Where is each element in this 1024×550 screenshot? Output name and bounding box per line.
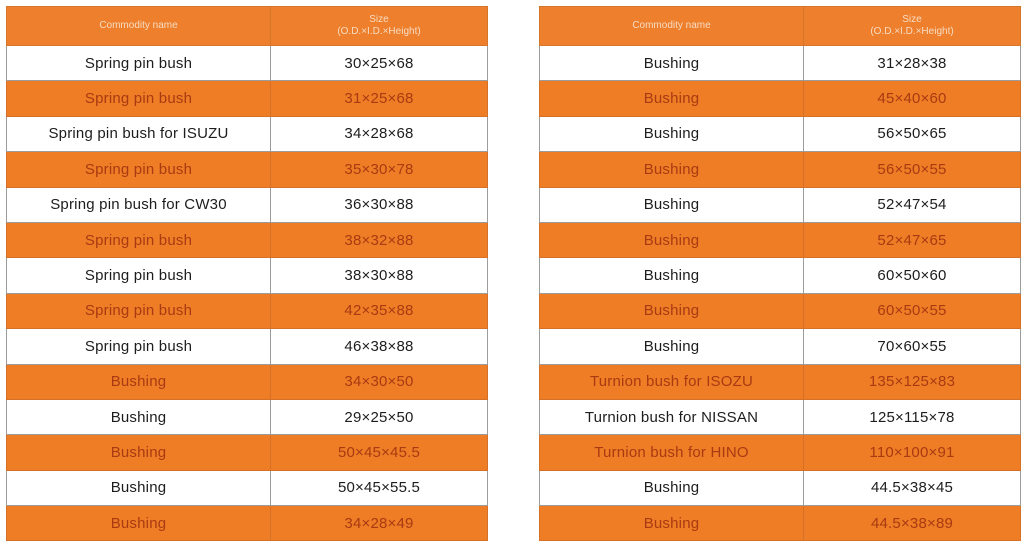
commodity-name-cell: Bushing — [540, 116, 804, 151]
commodity-name-cell: Bushing — [7, 399, 271, 434]
size-header — [271, 7, 488, 46]
size-cell: 44.5×38×45 — [804, 470, 1021, 505]
table-row — [540, 293, 1021, 328]
commodity-name-cell: Bushing — [540, 258, 804, 293]
commodity-name-cell: Bushing — [540, 187, 804, 222]
size-cell: 70×60×55 — [804, 329, 1021, 364]
table-row — [7, 506, 488, 541]
commodity-name-cell: Turnion bush for HINO — [540, 435, 804, 470]
size-cell: 34×28×68 — [271, 116, 488, 151]
size-cell: 52×47×54 — [804, 187, 1021, 222]
commodity-name-cell: Spring pin bush — [7, 222, 271, 257]
product-table-right — [539, 6, 1021, 541]
commodity-name-cell: Bushing — [540, 470, 804, 505]
size-cell: 110×100×91 — [804, 435, 1021, 470]
size-cell: 38×30×88 — [271, 258, 488, 293]
table-row — [540, 506, 1021, 541]
size-cell: 125×115×78 — [804, 399, 1021, 434]
commodity-name-cell: Bushing — [540, 293, 804, 328]
commodity-name-cell: Bushing — [7, 364, 271, 399]
size-cell: 36×30×88 — [271, 187, 488, 222]
size-cell: 50×45×45.5 — [271, 435, 488, 470]
product-table-left — [6, 6, 488, 541]
table-row — [7, 293, 488, 328]
commodity-name-cell: Bushing — [540, 329, 804, 364]
table-row — [7, 81, 488, 116]
table-row — [540, 152, 1021, 187]
commodity-name-cell: Spring pin bush — [7, 46, 271, 81]
table-row — [7, 329, 488, 364]
size-cell: 31×28×38 — [804, 46, 1021, 81]
table-row — [7, 258, 488, 293]
commodity-name-cell: Bushing — [540, 46, 804, 81]
commodity-name-cell: Spring pin bush — [7, 293, 271, 328]
header-row — [7, 7, 488, 46]
size-header-subtitle: (O.D.×I.D.×Height) — [337, 26, 421, 37]
commodity-name-cell: Turnion bush for ISOZU — [540, 364, 804, 399]
size-cell: 34×30×50 — [271, 364, 488, 399]
table-row — [540, 435, 1021, 470]
table-row — [540, 46, 1021, 81]
table-row — [7, 470, 488, 505]
size-cell: 60×50×60 — [804, 258, 1021, 293]
size-cell: 38×32×88 — [271, 222, 488, 257]
commodity-name-cell: Spring pin bush — [7, 258, 271, 293]
commodity-name-cell: Turnion bush for NISSAN — [540, 399, 804, 434]
size-cell: 31×25×68 — [271, 81, 488, 116]
commodity-name-cell: Bushing — [540, 81, 804, 116]
commodity-name-cell: Bushing — [7, 470, 271, 505]
size-cell: 60×50×55 — [804, 293, 1021, 328]
table-row — [7, 435, 488, 470]
size-header-title: Size — [369, 14, 389, 25]
size-cell: 44.5×38×89 — [804, 506, 1021, 541]
size-cell: 29×25×50 — [271, 399, 488, 434]
commodity-name-cell: Bushing — [7, 506, 271, 541]
commodity-name-cell: Bushing — [540, 152, 804, 187]
commodity-name-cell: Spring pin bush — [7, 329, 271, 364]
commodity-name-cell: Spring pin bush for CW30 — [7, 187, 271, 222]
commodity-name-header: Commodity name — [7, 7, 271, 46]
commodity-name-cell: Bushing — [7, 435, 271, 470]
commodity-name-cell: Spring pin bush for ISUZU — [7, 116, 271, 151]
header-row — [540, 7, 1021, 46]
size-cell: 45×40×60 — [804, 81, 1021, 116]
size-header-subtitle: (O.D.×I.D.×Height) — [870, 26, 954, 37]
size-cell: 52×47×65 — [804, 222, 1021, 257]
size-header-title: Size — [902, 14, 922, 25]
table-row — [540, 222, 1021, 257]
commodity-name-cell: Spring pin bush — [7, 81, 271, 116]
table-row — [7, 152, 488, 187]
size-cell: 56×50×65 — [804, 116, 1021, 151]
table-row — [540, 329, 1021, 364]
size-cell: 56×50×55 — [804, 152, 1021, 187]
table-row — [540, 364, 1021, 399]
commodity-name-cell: Bushing — [540, 222, 804, 257]
table-row — [7, 222, 488, 257]
table-row — [7, 364, 488, 399]
size-cell: 50×45×55.5 — [271, 470, 488, 505]
table-row — [540, 258, 1021, 293]
size-cell: 135×125×83 — [804, 364, 1021, 399]
table-row — [7, 116, 488, 151]
table-row — [540, 187, 1021, 222]
table-row — [7, 187, 488, 222]
size-cell: 30×25×68 — [271, 46, 488, 81]
size-cell: 35×30×78 — [271, 152, 488, 187]
size-cell: 42×35×88 — [271, 293, 488, 328]
commodity-name-cell: Bushing — [540, 506, 804, 541]
table-row — [540, 81, 1021, 116]
table-row — [540, 399, 1021, 434]
commodity-name-header: Commodity name — [540, 7, 804, 46]
table-row — [7, 399, 488, 434]
size-cell: 34×28×49 — [271, 506, 488, 541]
table-row — [7, 46, 488, 81]
table-row — [540, 116, 1021, 151]
commodity-name-cell: Spring pin bush — [7, 152, 271, 187]
size-cell: 46×38×88 — [271, 329, 488, 364]
size-header — [804, 7, 1021, 46]
table-row — [540, 470, 1021, 505]
